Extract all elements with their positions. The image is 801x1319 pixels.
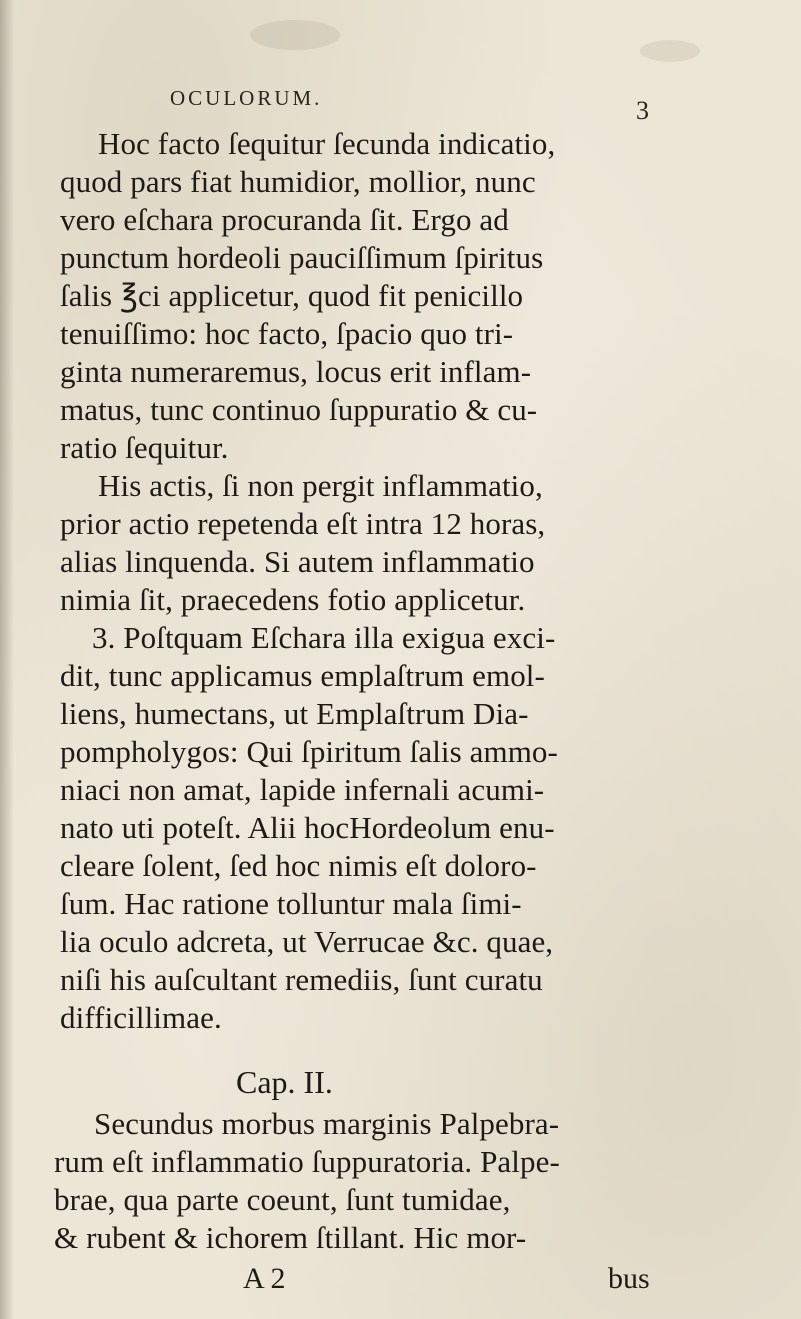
text-line: prior actio repetenda eſt intra 12 horas, [60,506,546,541]
text-line: quod pars fiat humidior, mollior, nunc [60,164,536,199]
text-line: ſum. Hac ratione tolluntur mala ſimi- [60,886,522,921]
text-line: niſi his auſcultant remediis, ſunt curatu [60,962,543,997]
text-line: nato uti poteſt. Alii hocHordeolum enu- [60,810,555,845]
text-line: Hoc facto ſequitur ſecunda indicatio, [98,126,556,161]
catchword: bus [608,1262,650,1295]
text-line: punctum hordeoli pauciſſimum ſpiritus [60,240,544,275]
chapter-text-line: Secundus morbus marginis Palpebra- [94,1106,560,1141]
text-line: vero eſchara procuranda ſit. Ergo ad [60,202,509,237]
text-line: lia oculo adcreta, ut Verrucae &c. quae, [60,924,554,959]
gutter-shadow [0,0,14,1319]
text-line: pompholygos: Qui ſpiritum ſalis ammo- [60,734,558,769]
text-line: nimia ſit, praecedens fotio applicetur. [60,582,526,617]
text-line: liens, humectans, ut Emplaſtrum Dia- [60,696,529,731]
text-line: dit, tunc applicamus emplaſtrum emol- [60,658,545,693]
chapter-text-line: & rubent & ichorem ſtillant. Hic mor- [54,1220,527,1255]
paper-stain [250,20,340,50]
page-number: 3 [636,96,649,125]
text-line: niaci non amat, lapide infernali acumi- [60,772,545,807]
text-line: difficillimae. [60,1000,222,1035]
text-line: tenuiſſimo: hoc facto, ſpacio quo tri- [60,316,514,351]
signature-mark: A 2 [243,1262,286,1295]
chapter-text-line: rum eſt inflammatio ſuppuratoria. Palpe- [54,1144,560,1179]
chapter-heading: Cap. II. [236,1064,333,1100]
text-line: matus, tunc continuo ſuppuratio & cu- [60,392,538,427]
paper-stain [640,40,700,62]
text-line: ginta numeraremus, locus erit inflam- [60,354,532,389]
running-head: OCULORUM. [170,86,323,110]
text-line: ratio ſequitur. [60,430,229,465]
text-line: ſalis ℥ci applicetur, quod fit penicillo [60,278,524,313]
text-line: 3. Poſtquam Eſchara illa exigua exci- [92,620,556,655]
text-line: alias linquenda. Si autem inflammatio [60,544,535,579]
chapter-text-line: brae, qua parte coeunt, ſunt tumidae, [54,1182,511,1217]
text-line: cleare ſolent, ſed hoc nimis eſt doloro- [60,848,537,883]
text-line: His actis, ſi non pergit inflammatio, [98,468,543,503]
